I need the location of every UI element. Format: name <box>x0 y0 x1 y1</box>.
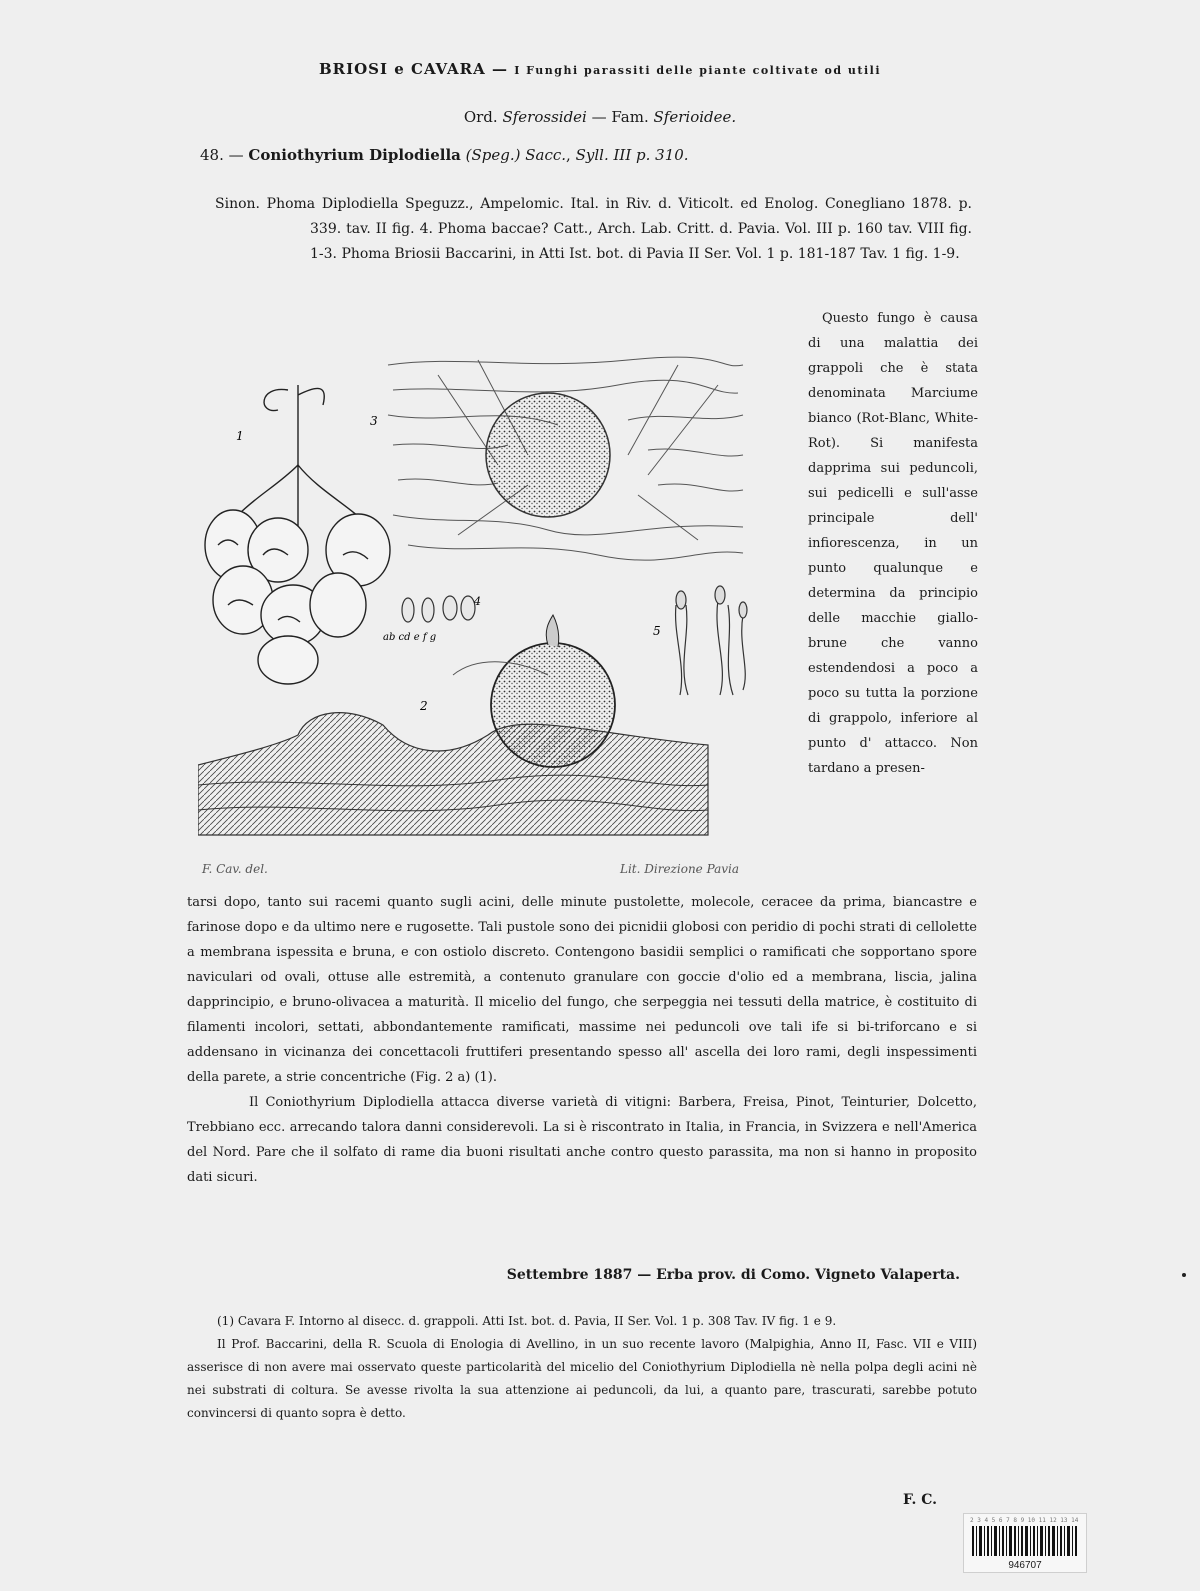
fig5-basidia <box>676 586 747 695</box>
running-head <box>0 60 1200 78</box>
plate-label-3: 3 <box>370 414 378 428</box>
barcode-number: 946707 <box>1008 1560 1042 1571</box>
body-text <box>187 890 977 1190</box>
species-dash: — <box>228 146 244 164</box>
order-label: Ord. <box>463 108 498 126</box>
author-initials: F. C. <box>903 1492 938 1508</box>
fig4-spores <box>402 596 475 622</box>
synonymy: Sinon. Phoma Diplodiella Speguzz., Ampelomic. Ital. in Riv. d. Viticolt. ed Enolog. Conegliano 1878. p. 339. tav. II fig. 4. Phoma baccae? Catt., Arch. Lab. Critt. d. Pavia. Vol. III p. 160 tav. VIII fig. 1-3. Phoma Briosii Baccarini, in Atti Ist. bot. di Pavia II Ser. Vol. 1 p. 181-187 Tav. 1 fig. 1-9. <box>215 196 972 262</box>
footnote-1: (1) Cavara F. Intorno al disecc. d. grappoli. Atti Ist. bot. d. Pavia, II Ser. Vol. 1 p. 308 Tav. IV fig. 1 e 9. <box>217 1314 837 1328</box>
plate-illustration <box>198 315 773 885</box>
order-dash: — <box>591 108 607 126</box>
species-name: Coniothyrium Diplodiella <box>248 146 461 164</box>
plate-credit-right: Lit. Direzione Pavia <box>620 862 740 876</box>
side-column-text <box>808 306 978 781</box>
species-authority: (Speg.) Sacc. <box>465 146 567 164</box>
species-heading: 48. — Coniothyrium Diplodiella (Speg.) Sacc., Syll. III p. 310. <box>200 146 689 164</box>
species-reference: Syll. III p. 310. <box>575 146 689 164</box>
family-name: Sferioidee. <box>653 108 737 126</box>
page-edge-mark <box>1182 1273 1186 1277</box>
order-name: Sferossidei <box>502 108 587 126</box>
fig3-pycnidium <box>486 393 610 517</box>
order-line <box>0 108 1200 126</box>
plate-label-1: 1 <box>236 429 244 443</box>
fig1-grape-cluster <box>205 385 390 684</box>
plate-scale-letters: ab cd e f g <box>383 632 437 643</box>
header-authors: BRIOSI e CAVARA <box>318 60 486 78</box>
barcode-icon <box>970 1526 1080 1556</box>
botanical-plate <box>198 315 773 885</box>
side-column-paragraph: Questo fungo è causa di una malattia dei grappoli che è stata denominata Marciume bianco (Rot-Blanc, White-Rot). Si manifesta dapprima sui peduncoli, sui pedicelli e sull'asse principale dell' infiorescenza, in un punto qualunque e determina da principio delle macchie giallo-brune che vanno estendendosi a poco a poco su tutta la porzione di grappolo, inferiore al punto d' attacco. Non tardano a presen- <box>808 311 978 776</box>
species-number: 48. <box>200 146 224 164</box>
footnotes <box>187 1310 977 1425</box>
footnote-2: Il Prof. Baccarini, della R. Scuola di Enologia di Avellino, in un suo recente lavoro (Malpighia, Anno II, Fasc. VII e VIII) asserisce di non avere mai osservato queste particolarità del micelio del Coniothyrium Diplodiella nè nella polpa degli acini nè nei substrati di coltura. Se avesse rivolta la sua attenzione ai peduncoli, da lui, a quanto pare, trascurati, sarebbe potuto convincersi di quanto sopra è detto. <box>187 1337 977 1420</box>
plate-label-4: 4 <box>474 595 481 608</box>
header-series-title: I Funghi parassiti delle piante coltivate od utili <box>514 64 882 77</box>
plate-label-2: 2 <box>420 699 428 713</box>
plate-credit-left: F. Cav. del. <box>202 862 268 876</box>
plate-label-5: 5 <box>653 624 661 638</box>
body-paragraph-1: tarsi dopo, tanto sui racemi quanto sugli acini, delle minute pustolette, molecole, ceracee da prima, biancastre e farinose dopo e da ultimo nere e rugosette. Tali pustole sono dei picnidii globosi con peridio di pochi strati di cellolette a membrana ispessita e bruna, e con ostiolo discreto. Contengono basidii semplici o ramificati che sopportano spore naviculari od ovali, ottuse alle estremità, a contenuto granulare con goccie d'olio ed a membrana, liscia, jalina dapprincipio, e bruno-olivacea a maturità. Il micelio del fungo, che serpeggia nei tessuti della matrice, è costituito di filamenti incolori, settati, abbondantemente ramificati, massime nei peduncoli ove tali ife si bi-triforcano e si addensano in vicinanza dei concettacoli fruttiferi presentando spesso all' ascella dei loro rami, degli inspessimenti della parete, a strie concentriche (Fig. 2 a) (1). <box>187 895 977 1085</box>
family-label: Fam. <box>611 108 649 126</box>
barcode-label <box>963 1513 1087 1573</box>
barcode-ruler-text: 2 3 4 5 6 7 8 9 10 11 12 13 14 <box>970 1517 1079 1524</box>
body-paragraph-2: Il Coniothyrium Diplodiella attacca diverse varietà di vitigni: Barbera, Freisa, Pinot, Teinturier, Dolcetto, Trebbiano ecc. arrecando talora danni considerevoli. La si è riscontrato in Italia, in Francia, in Svizzera e nell'America del Nord. Pare che il solfato di rame dia buoni risultati anche contro questo parassita, ma non si hanno in proposito dati sicuri. <box>187 1095 977 1185</box>
collection-colophon: Settembre 1887 — Erba prov. di Como. Vigneto Valaperta. <box>506 1267 960 1283</box>
header-dash: — <box>491 60 508 78</box>
